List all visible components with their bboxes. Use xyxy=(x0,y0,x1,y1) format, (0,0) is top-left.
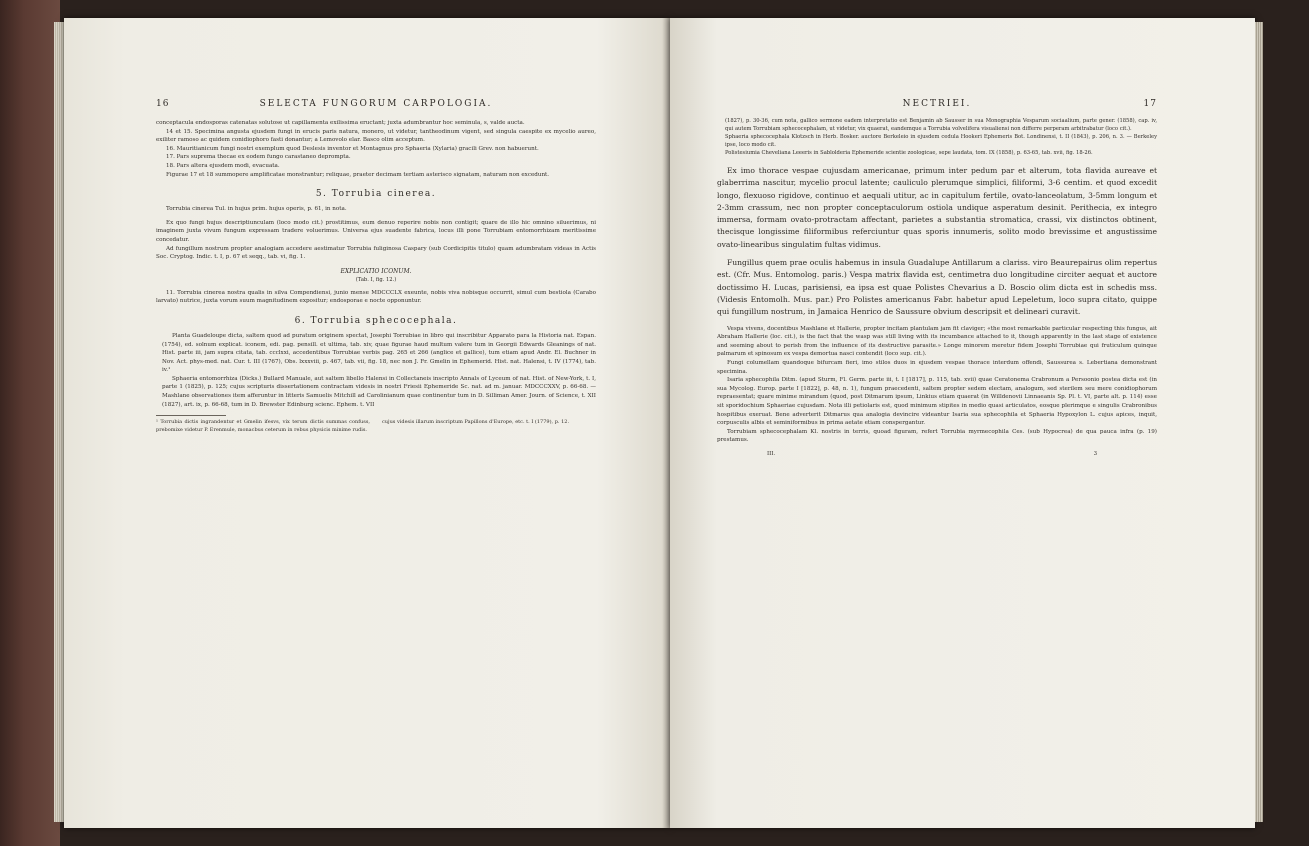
footnote-rule xyxy=(156,415,226,416)
section-6-paragraph: Sphaeria entomorrhiza (Dicks.) Bullard Manuale, aut saltem libello Halensi in Collectaneis inscripto Annals of Lyceum of nat. Hist. of New-York, t. I, parte 1 (1825), p. 125; cujus scripturis dissertationem contractam videsis in nostri Friesii Ephemeride Sc. nat. ad m. januar. MDCCCXXV, p. 66-68. — Mashlane observationes item afferuntur in litteris Samuelis Mitchill ad Carolinianum quae continentur tum in D. Silliman Amer. Journ. of Science, t. XII (1827), art. ix, p. 66-68, tum in D. Brewster Edinburg scienc. Ephem. t. VII xyxy=(162,375,596,408)
right-page-number: 17 xyxy=(1143,99,1157,109)
section-5-title: 5. Torrubia cinerea. xyxy=(315,189,437,200)
section-5-paragraph: Ad fungillum nostrum propter analogiam accedere aestimatur Torrubia fuliginosa Caspary (sub Cordicipitis titulo) quam adumbratam videas in Actis Soc. Cryptog. Indic. t. I, p. 67 et seqq., tab. vi, fig. 1. xyxy=(156,245,596,261)
signature-mark: III. xyxy=(767,450,776,457)
figure-note: 17. Pars suprema thecae ex eodem fungo carastaneo deprompta. xyxy=(166,154,351,161)
figure-note: Figurae 17 et 18 summopere amplificatae monstrantur; reliquae, praeter decimam tertiam asterisco signatam, naturam non excedunt. xyxy=(166,171,550,178)
section-6-title: 6. Torrubia sphecocephala. xyxy=(294,315,458,326)
reference-paragraph: Sphaeria sphecocephala Klotzsch in Herb. Bosker. auctore Berkeleio in ejusdem cedula Hookeri Ephemeris Bot. Londinensi, t. II (1843), p. 206, n. 3. — Berkeley ipse, loco modo cit. xyxy=(725,134,1157,148)
reference-paragraph: Polistesiumia Cheveliana Leeeris in Sablolderia Ephemeride scientie zoologicae, sepe laudata, tom. IX (1858), p. 63-65, tab. xvii, fig. 18-26. xyxy=(725,150,1093,156)
right-running-head xyxy=(717,99,1157,111)
left-page-content xyxy=(156,99,596,434)
gathering-number: 3 xyxy=(1093,450,1097,457)
right-page-footer xyxy=(717,451,1157,461)
section-5-paragraph: Ex quo fungi hujus descriptiunculam (loco modo cit.) prostitimus, eum denuo reperire nobis non contigit; quare de illo hic omnino siluerimus, ni imaginem juxta vivum fungum expressam tradere voluerimus. Universa ejus suadente fabrica, locus illi pone Torrubiam entomorrhizam meritissime concedatur. xyxy=(156,219,596,243)
explicatio-text: 11. Torrubia cinerea nostra qualis in silva Compendiensi, junio mense MDCCCLX exeunte, nobis viva nobisque occurrit, simul cum bestiola (Carabo larvato) nutrice, juxta vorum suum magnitudinem expositur; endosporae e nocte opponuntur. xyxy=(156,289,596,305)
reference-paragraph: (1827), p. 30-36, cum nota, gallico sermone eadem interpretatio est Benjamin ab Sausser in sua Monographia Vesparum sociaalium, parte gener. (1858), cap. iv, qui autem Torrubiam sphecocephalam, ut videtur, vix quaerat, eandemque a Torrubia volvelifera visualiensi non differre perperam arbitrabatur (loco cit.). xyxy=(725,118,1157,132)
explicatio-subtitle: (Tab. I, fig. 12.) xyxy=(355,276,397,283)
page-stack-right xyxy=(1255,22,1263,822)
footnotes xyxy=(156,419,596,434)
right-page-content xyxy=(717,99,1157,461)
note-paragraph: Fungi columellam quandoque bifurcam fieri, imo stilos duos in ejusdem vespae thorace interdum offendi, Saussurea s. Lebertiana demonstrant specimina. xyxy=(717,359,1157,375)
book-cover-edge xyxy=(0,0,60,846)
left-running-head xyxy=(156,99,596,111)
description-paragraph: Ex imo thorace vespae cujusdam americanae, primum inter pedum par et alterum, tota flavida aureave et glaberrima nascitur, mycelio procul latente; cauliculo plerumque simplici, filiformi, 3-6 centim. et quod excedit longo, flexuoso rigidove, continuo et aequali utitur, ac in capitulum fertile, ovato-lanceolatum, 3-5mm longum et 2-3mm crassum, nec non propter conceptaculorum ostiola undique asperatum desinit. Perithecia, ex integro immersa, formam ovato-protractam affectant, parietes a substantia stromatica, crassi, vix distinctos obtinent, thecisque longissime filiformibus referciuntur quas sporis innumeris, solito modo brevissime et angustissime ovato-linearibus singulatim fultas vidimus. xyxy=(717,166,1157,249)
left-page-number: 16 xyxy=(156,99,170,109)
left-running-title: SELECTA FUNGORUM CARPOLOGIA. xyxy=(259,99,493,109)
figure-note: 14 et 15. Specimina angusta ejusdem fungi in erucis paris natura, monero, ut videtur, tantheodinum vigent, sed singula caespite ex mycelio aureo, exiliter ramoso ac quidem conidiophoro fasti donantur; a Lemovolo elar. Basco olim acceptum. xyxy=(156,128,596,144)
note-paragraph: Vespa vivens, docentibus Mashlane et Hallerie, propter incitam plantulam jam fit claviger; «the most remarkable particular respecting this fungus, ait Abraham Hallerie (loc. cit.), is the fact that the wasp was still living with its incumbance attached to it, though apparently in the last stage of existence and seeming about to perish from the influence of its destructive parasite.» Longe minorem meretur fidem Josephi Torrubiae qui fruticulum quinque palmarum et spinosum ex vespa demortua nasci contendit (loco sup. cit.). xyxy=(717,325,1157,358)
figure-note: 18. Pars altera ejusdem modi, evacuata. xyxy=(166,162,280,169)
description-paragraph: Fungillus quem prae oculis habemus in insula Guadalupe Antillarum a clariss. viro Beaurepairus olim repertus est. (Cfr. Mus. Entomolog. paris.) Vespa matrix flavida est, centimetra duo longitudine circiter aequat et auctore doctissimo H. Lucas, parisiensi, ea ipsa est quae Polistes Chevarius a D. Boscio olim dicta est in schedis mss. (Videsis Entomolh. Mus. par.) Pro Polistes americanus Fabr. habetur apud Lepeletum, loco supra citato, quippe qui fungillum nostrum, in Jamaica Henrico de Saussure obvium descripsit et delineari curavit. xyxy=(717,258,1157,317)
footnote: cujus videsis illarum inscriptum Papillons d'Europe, etc. t. I (1779), p. 12. xyxy=(382,419,570,426)
note-paragraph: Isaria sphecophila Ditm. (apud Sturm, Fl. Germ. parte iii, t. I [1817], p. 115, tab. xvii) quae Ceratonema Crabronum a Persoonio postea dicta est (in sua Mycolog. Europ. parte I [1822], p. 48, n. 1), fungum praecedenti, saltem propter sedem electam, analogum, sed sterilem seu mere conidiophorum repraesentat; quare minime mirandum (quod, post Ditmarum ipsum, Linkius etiam quaerat (in Willdenovii Linnaeanis Sp. Pl. t. VI, parte alt. p. 114) esse sit sporidochium Sphaeriae cujusdam. Nota illi petiolaris est, quod minimum stipites in medio quasi articulatos, eosque plerimque e singulis Crabronibus hospitibus exeruat. Bene adverterit Ditmarus qua analogia devincire videantur Isaria sua sphecophila et Sphaeria Hypoxylon L. cujus apices, inquit, corpusculis albis et seminiformibus in prima aetate etiam conspergantur. xyxy=(717,377,1157,427)
right-running-title: NECTRIEI. xyxy=(902,99,972,109)
figure-note: 16. Mauritianicum fungi nostri exemplum quod Deslesis inventor et Montagnus pro Sphaeria (Xylaria) gracili Grev. non habuerunt. xyxy=(166,145,539,152)
top-paragraph: conceptacula endosporas catenatas solutose ut capillamenta exilissima eructant; juxta adumbrantur hoc seminula, s, valde aucta. xyxy=(156,120,525,126)
footnote: ¹ Torrubia dictis ingrandentur et Gmelin ifesvs, vix terum dictis summas confuss, prebomixe videtur P. Erenmule, monacbus ceterum in rebus physicis minime rudis. xyxy=(156,419,370,433)
explicatio-title: EXPLICATIO ICONUM. xyxy=(340,267,412,275)
section-5-synonymy: Torrubia cinerea Tul. in hujus prim. hujus operis, p. 61, in nota. xyxy=(166,206,347,213)
note-paragraph: Torrubiam sphecocephalam Kl. nostris in terris, quoad figuram, refert Torrubia myrmecophila Ces. (sub Hypocrea) de qua pauca infra (p. 19) prestamus. xyxy=(717,428,1157,444)
section-6-paragraph: Planta Guadeloupe dicta, saltem quod ad puratum originem spectat, Josephi Torrubiae in libro qui inscribitur Apparato para la Historia nat. Espan. (1754), ed. solnum explicat. iconem, edi. pag. pensill. et ultima, tab. xiv, quae figurae haud multum valere tum in Georgii Edwards Gleanings of nat. Hist. parte iii, jam supra citata, tab. ccclxxi, accedentibus Torrubiae verbis pag. 265 et 266 (anglice et gallice), tum etiam apud Andr. El. Buchner in Nov. Act. phys-med. nat. Cur. t. III (1767), Obs. lxxxviii, p. 467, tab. vii, fig. 18, nec non J. Fr. Gmelin in Ephemerid. Hist. nat. Halensi, t. IV (1774), tab. iv.¹ xyxy=(162,332,596,374)
